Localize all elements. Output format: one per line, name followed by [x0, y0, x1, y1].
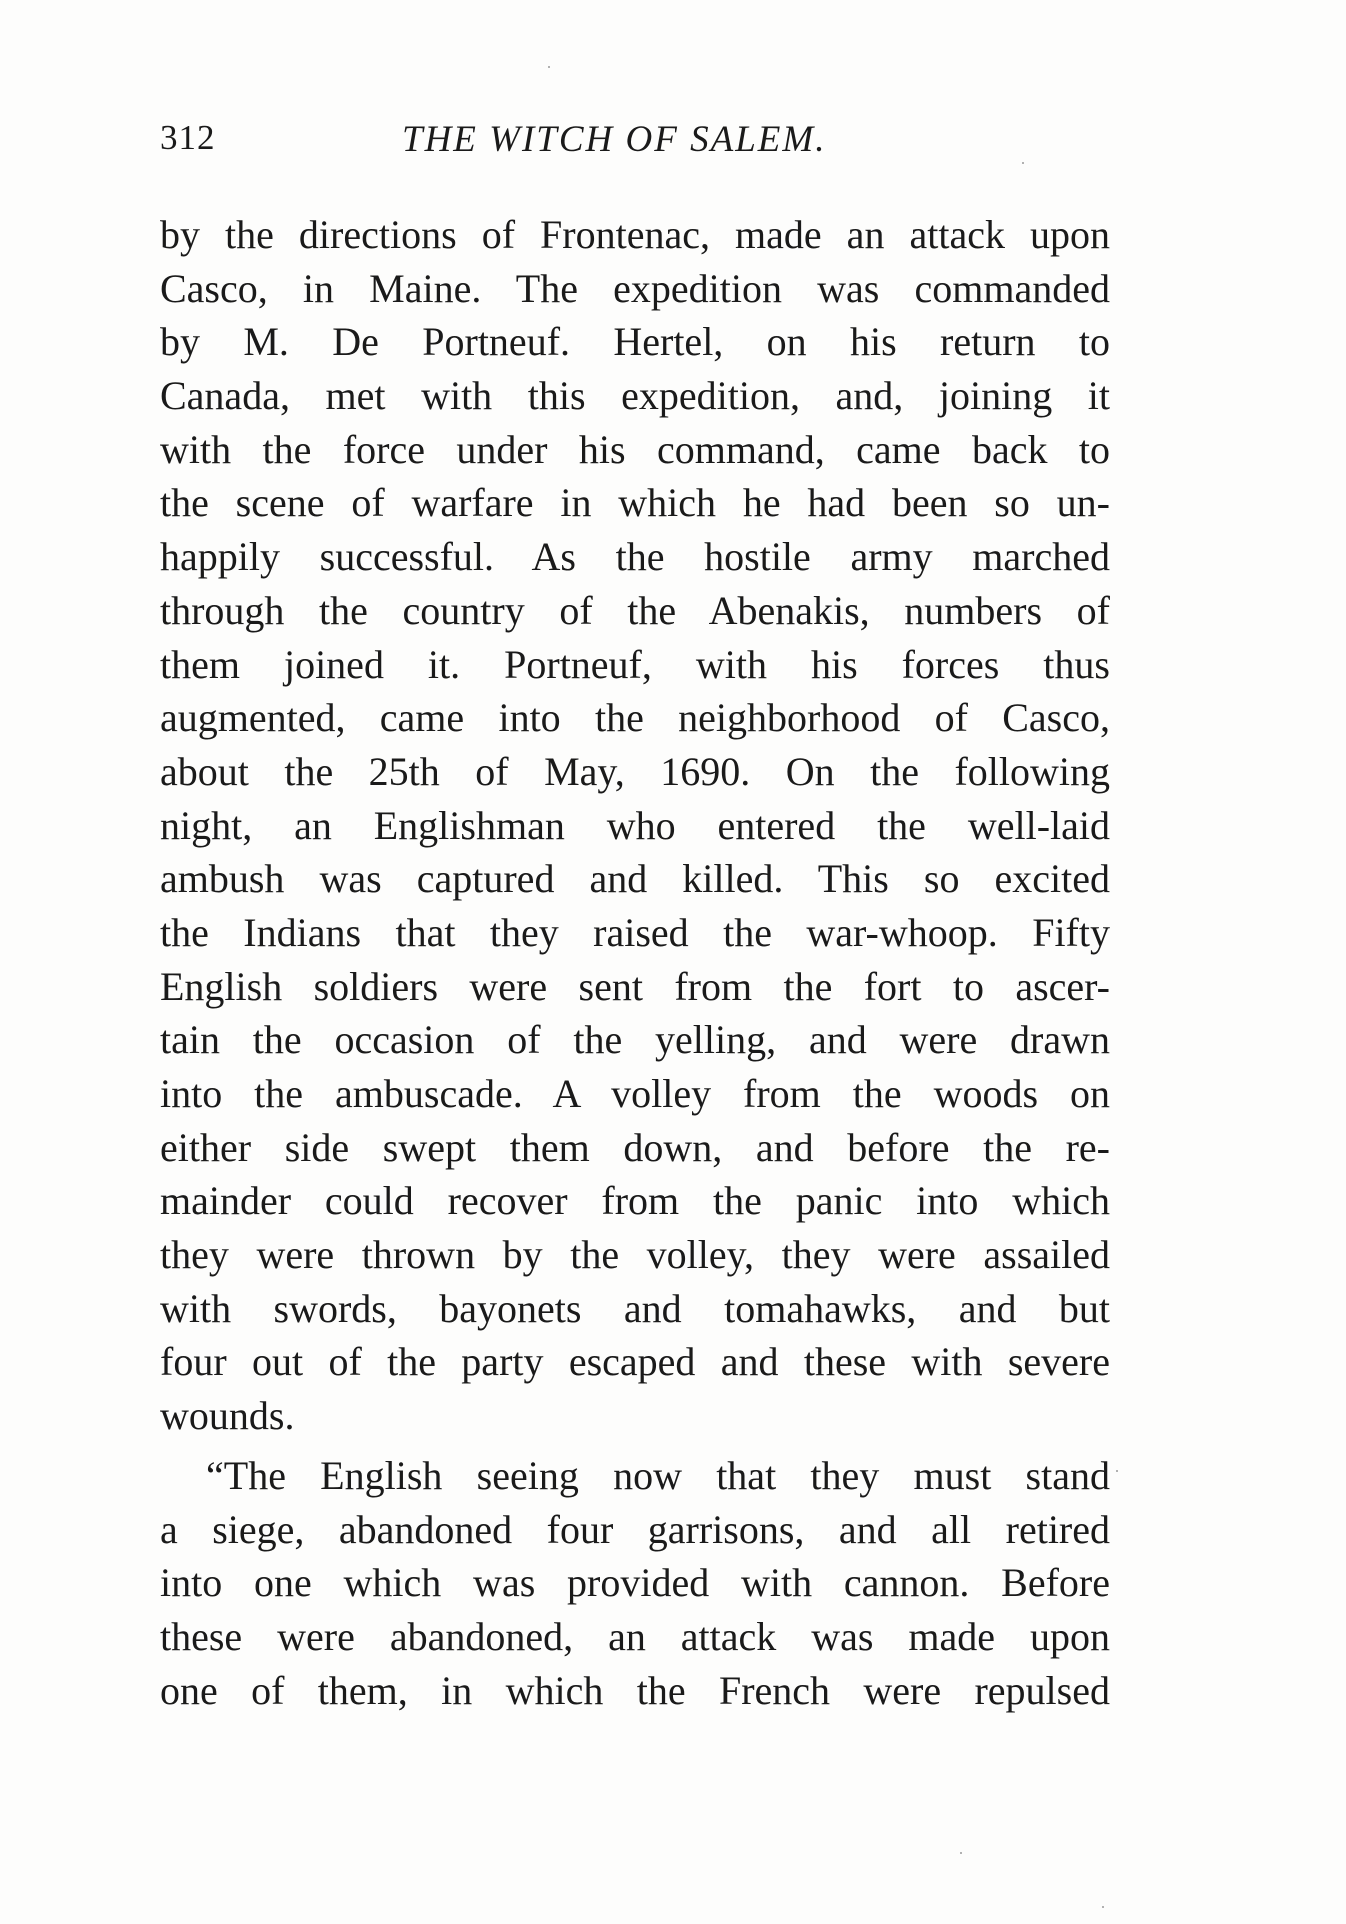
scan-speck — [960, 1852, 962, 1854]
text-line: either side swept them down, and before the re- — [160, 1124, 1110, 1170]
running-head — [160, 118, 1110, 168]
text-line: English soldiers were sent from the fort to ascer- — [160, 963, 1110, 1009]
body-text — [160, 208, 1110, 1717]
text-line: with the force under his command, came back to — [160, 426, 1110, 472]
text-line: Canada, met with this expedition, and, joining it — [160, 373, 1110, 419]
text-line: a siege, abandoned four garrisons, and all retired — [160, 1506, 1110, 1552]
text-line: the Indians that they raised the war-whoop. Fifty — [160, 909, 1110, 955]
text-line: happily successful. As the hostile army marched — [160, 534, 1110, 580]
text-line: Casco, in Maine. The expedition was commanded — [160, 265, 1110, 311]
text-line: tain the occasion of the yelling, and were drawn — [160, 1017, 1110, 1063]
text-line: night, an Englishman who entered the well-laid — [160, 802, 1110, 848]
text-line: by the directions of Frontenac, made an attack upon — [160, 212, 1110, 257]
scan-speck — [1116, 1470, 1118, 1472]
text-line: augmented, came into the neighborhood of Casco, — [160, 695, 1110, 741]
text-line: the scene of warfare in which he had been so un- — [160, 480, 1110, 526]
text-line: with swords, bayonets and tomahawks, and but — [160, 1285, 1110, 1331]
text-line: four out of the party escaped and these with severe — [160, 1339, 1110, 1385]
text-line: into the ambuscade. A volley from the woods on — [160, 1071, 1110, 1116]
text-line: these were abandoned, an attack was made upon — [160, 1613, 1110, 1659]
text-line: mainder could recover from the panic into which — [160, 1178, 1110, 1224]
page-number: 312 — [160, 118, 216, 157]
text-line: them joined it. Portneuf, with his forces thus — [160, 641, 1110, 687]
text-line: into one which was provided with cannon. Before — [160, 1560, 1110, 1606]
scan-speck — [1102, 1906, 1104, 1908]
text-line: they were thrown by the volley, they were assailed — [160, 1232, 1110, 1278]
text-line: wounds. — [160, 1393, 295, 1439]
text-line: by M. De Portneuf. Hertel, on his return to — [160, 319, 1110, 365]
scan-speck — [548, 66, 550, 68]
text-line: “The English seeing now that they must stand — [206, 1452, 1110, 1498]
text-line: through the country of the Abenakis, numbers of — [160, 587, 1110, 633]
scan-speck — [1022, 162, 1024, 164]
text-line: ambush was captured and killed. This so excited — [160, 856, 1110, 902]
running-title: THE WITCH OF SALEM. — [402, 119, 827, 160]
text-line: about the 25th of May, 1690. On the following — [160, 748, 1110, 794]
text-line: one of them, in which the French were repulsed — [160, 1667, 1110, 1713]
